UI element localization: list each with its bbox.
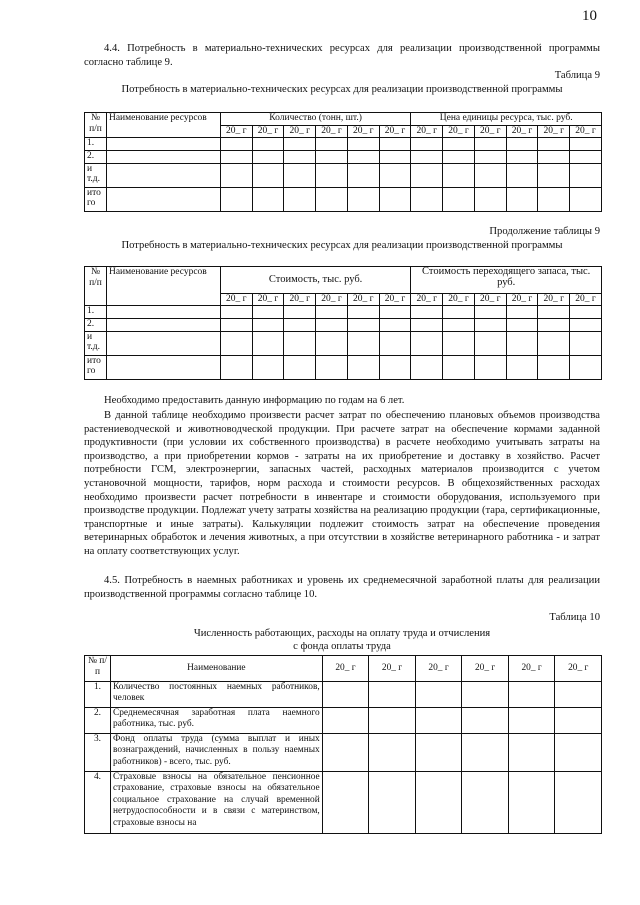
table9c-col-num: № п/п — [85, 267, 107, 306]
table-row-num: ито го — [85, 187, 107, 211]
table-row-num: и т.д. — [85, 331, 107, 355]
table10 — [84, 655, 602, 834]
table9c-col-name: Наименование ресурсов — [106, 267, 220, 306]
table10-year: 20_ г — [322, 656, 369, 682]
table9c-year: 20_ г — [252, 294, 284, 306]
table10-label: Таблица 10 — [549, 612, 600, 623]
section-4-4-text: 4.4. Потребность в материально-технических ресурсах для реализации производственной программы согласно таблице 9. — [84, 43, 600, 68]
paragraph-six-years: Необходимо предоставить данную информацию по годам на 6 лет. — [104, 395, 405, 406]
table-row-num: 4. — [85, 772, 111, 834]
table9-year: 20_ г — [252, 126, 284, 138]
table9-col-name: Наименование ресурсов — [106, 113, 220, 138]
table9c-year: 20_ г — [411, 294, 443, 306]
table9c-year: 20_ г — [220, 294, 252, 306]
table-row-name: Фонд оплаты труда (сумма выплат и иных вознаграждений, начисленных в пользу наемных работников) - всего, тыс. руб. — [110, 734, 322, 772]
table9-col-num: № п/п — [85, 113, 107, 138]
table9 — [84, 112, 602, 212]
table10-year: 20_ г — [415, 656, 462, 682]
table9-cont-title: Потребность в материально-технических ресурсах для реализации производственной программы — [121, 240, 563, 251]
page-number: 10 — [582, 8, 597, 24]
table-row-name: Среднемесячная заработная плата наемного работника, тыс. руб. — [110, 708, 322, 734]
table9-year: 20_ г — [443, 126, 475, 138]
table10-col-num: № п/п — [85, 656, 111, 682]
table9-year: 20_ г — [220, 126, 252, 138]
table9-year: 20_ г — [474, 126, 506, 138]
table9-continued — [84, 266, 602, 380]
table9-cont-label: Продолжение таблицы 9 — [489, 226, 600, 237]
table9-year: 20_ г — [538, 126, 570, 138]
table-row-num: 2. — [85, 318, 107, 331]
table9c-year: 20_ г — [506, 294, 538, 306]
table10-year: 20_ г — [555, 656, 602, 682]
table-row-num: 1. — [85, 137, 107, 150]
table9-title: Потребность в материально-технических ресурсах для реализации производственной программы — [121, 84, 563, 95]
table9-year: 20_ г — [316, 126, 348, 138]
table10-year: 20_ г — [508, 656, 555, 682]
table-row-name: Количество постоянных наемных работников, человек — [110, 682, 322, 708]
table9c-year: 20_ г — [538, 294, 570, 306]
table-row-num: 1. — [85, 305, 107, 318]
table10-year: 20_ г — [369, 656, 416, 682]
table9-year: 20_ г — [570, 126, 602, 138]
table9-label: Таблица 9 — [554, 70, 600, 81]
table9c-year: 20_ г — [474, 294, 506, 306]
table9c-year: 20_ г — [316, 294, 348, 306]
table-row-num: 2. — [85, 150, 107, 163]
table9c-year: 20_ г — [379, 294, 411, 306]
paragraph-cost-calculation: В данной таблице необходимо произвести расчет затрат по обеспечению плановых объемов производства растениеводческой и животноводческой продукции. При расчете затрат на обеспечение кормами заданной продуктивности (при условии их собственного производства) в расчете необходимо учитывать затраты на производство, а при приобретении кормов - затраты на их приобретение и доставку в хозяйство. Расчет потребности ГСМ, электроэнергии, запасных частей, расходных материалов производится с учетом установочной мощности, тарифов, норм расхода и стоимости ресурсов. В общехозяйственных расходах необходимо произвести расчет потребности в инвентаре и стоимости оборудования, используемого при производстве продукции. Подлежат учету затраты хозяйства на реализацию продукции (тара, сертификационные, транспортные и иные затраты). Калькуляции подлежит стоимость затрат на обеспечение проведения ветеринарных обработок и лечения животных, а при отсутствии в хозяйстве ветеринарного работника - и затрат на оплату соответствующих услуг. — [84, 410, 600, 557]
table10-year: 20_ г — [462, 656, 509, 682]
table9c-year: 20_ г — [284, 294, 316, 306]
table9c-year: 20_ г — [443, 294, 475, 306]
table-row-num: ито го — [85, 355, 107, 379]
table9c-group-cost: Стоимость, тыс. руб. — [220, 267, 411, 294]
table9-group-qty: Количество (тонн, шт.) — [220, 113, 411, 126]
table9-year: 20_ г — [347, 126, 379, 138]
section-4-5-text: 4.5. Потребность в наемных работниках и уровень их среднемесячной заработной платы для реализации производственной программы согласно таблице 10. — [84, 575, 600, 600]
table-row-name: Страховые взносы на обязательное пенсионное страхование, страховые взносы на обязательное социальное страхование на случай временной нетрудоспособности и в связи с материнством, страховые взносы на — [110, 772, 322, 834]
table9c-group-stock: Стоимость переходящего запаса, тыс. руб. — [411, 267, 602, 294]
table10-col-name: Наименование — [110, 656, 322, 682]
table9-year: 20_ г — [506, 126, 538, 138]
table10-title-line1: Численность работающих, расходы на оплату труда и отчисления — [193, 628, 491, 639]
table9c-year: 20_ г — [347, 294, 379, 306]
table-row-num: 3. — [85, 734, 111, 772]
table9-group-price: Цена единицы ресурса, тыс. руб. — [411, 113, 602, 126]
table10-title-line2: с фонда оплаты труда — [293, 641, 391, 652]
table9-year: 20_ г — [411, 126, 443, 138]
table9-year: 20_ г — [379, 126, 411, 138]
table-row-num: 1. — [85, 682, 111, 708]
table-row-num: и т.д. — [85, 163, 107, 187]
table9-year: 20_ г — [284, 126, 316, 138]
table-row-num: 2. — [85, 708, 111, 734]
table9c-year: 20_ г — [570, 294, 602, 306]
